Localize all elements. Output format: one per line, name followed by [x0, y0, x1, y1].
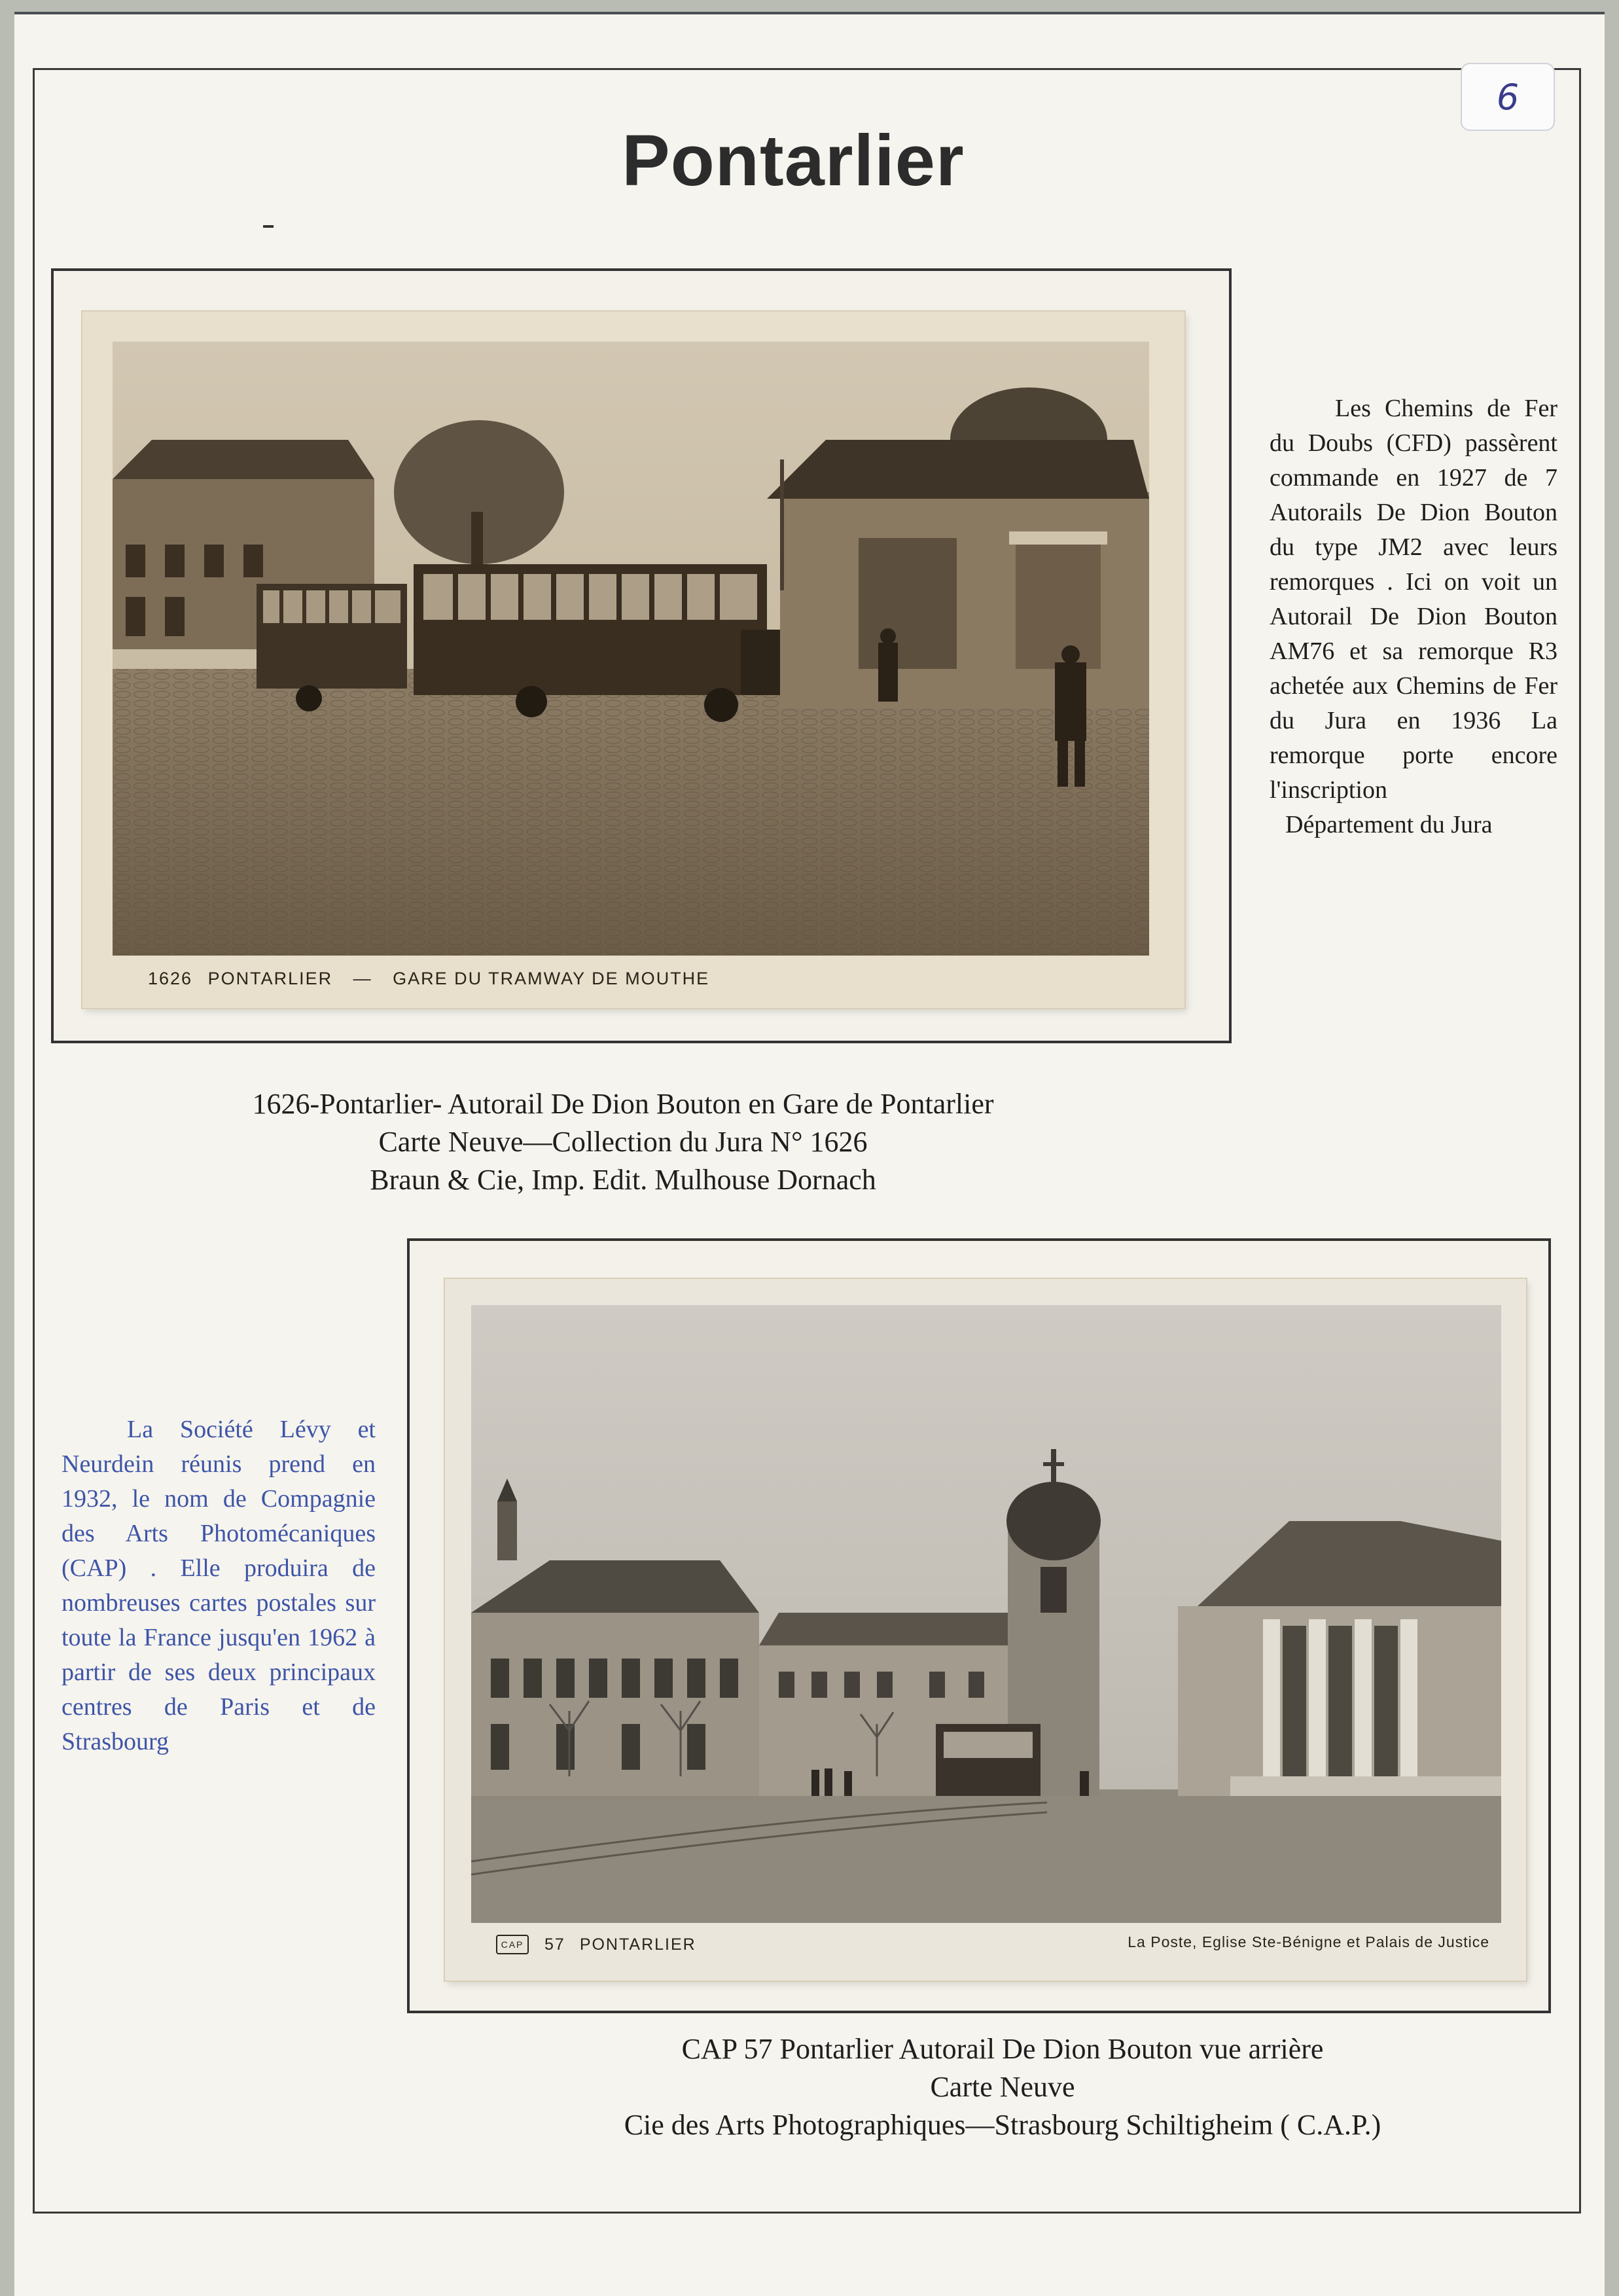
postcard-2[interactable]	[445, 1279, 1526, 1981]
postcard-mount-2	[407, 1238, 1551, 2013]
postcard-2-caption-line: CAP 57 Pontarlier Autorail De Dion Bouton vue arrière	[681, 2033, 1324, 2065]
postcard-2-caption	[512, 2030, 1493, 2144]
postcard-1-caption-line: Carte Neuve—Collection du Jura N° 1626	[378, 1126, 868, 1158]
postcard-1-strip-number: 1626	[148, 969, 193, 988]
postcard-2-description	[62, 1412, 376, 1759]
tram-station-photo	[113, 342, 1149, 956]
postcard-mount-1	[51, 268, 1232, 1043]
page-number-label: 6	[1461, 63, 1555, 131]
square-photo	[471, 1305, 1501, 1923]
postcard-2-caption-line: Cie des Arts Photographiques—Strasbourg Schiltigheim ( C.A.P.)	[624, 2109, 1381, 2141]
postcard-1[interactable]	[82, 312, 1184, 1008]
page-title: Pontarlier	[622, 120, 965, 201]
postcard-2-strip-place: PONTARLIER	[579, 1935, 696, 1954]
postcard-1-strip	[148, 969, 709, 989]
postcard-1-strip-place: PONTARLIER	[207, 969, 333, 988]
postcard-2-strip-number: 57	[544, 1935, 565, 1954]
postcard-1-strip-separator: —	[353, 969, 372, 988]
dash-mark	[263, 225, 274, 228]
postcard-1-strip-title: GARE DU TRAMWAY DE MOUTHE	[393, 969, 710, 988]
postcard-1-photo	[113, 342, 1149, 956]
album-page	[14, 12, 1605, 2296]
postcard-1-description	[1270, 391, 1557, 842]
postcard-2-caption-line: Carte Neuve	[930, 2071, 1075, 2103]
postcard-2-strip-left	[496, 1935, 696, 1954]
postcard-1-description-last: Département du Jura	[1285, 811, 1493, 838]
postcard-1-caption-line: Braun & Cie, Imp. Edit. Mulhouse Dornach	[370, 1164, 876, 1196]
postcard-2-description-body: La Société Lévy et Neurdein réunis prend en 1932, le nom de Compagnie des Arts Photomécaniques (CAP) . Elle produira de nombreuses cartes postales sur toute la France jusqu'en 1962 à partir de ses deux principaux centres de Paris et de Strasbourg	[62, 1416, 376, 1755]
postcard-1-caption-line: 1626-Pontarlier- Autorail De Dion Bouton en Gare de Pontarlier	[252, 1088, 994, 1120]
postcard-2-strip-title: La Poste, Eglise Ste-Bénigne et Palais de Justice	[1128, 1933, 1489, 1950]
cap-logo-icon: CAP	[496, 1935, 529, 1954]
postcard-1-caption	[145, 1085, 1101, 1199]
postcard-2-photo	[471, 1305, 1501, 1923]
postcard-1-description-body: Les Chemins de Fer du Doubs (CFD) passèrent commande en 1927 de 7 Autorails De Dion Bouton du type JM2 avec leurs remorques . Ici on voit un Autorail De Dion Bouton AM76 et sa remorque R3 achetée aux Chemins de Fer du Jura en 1936 La remorque porte encore l'inscription	[1270, 395, 1557, 804]
